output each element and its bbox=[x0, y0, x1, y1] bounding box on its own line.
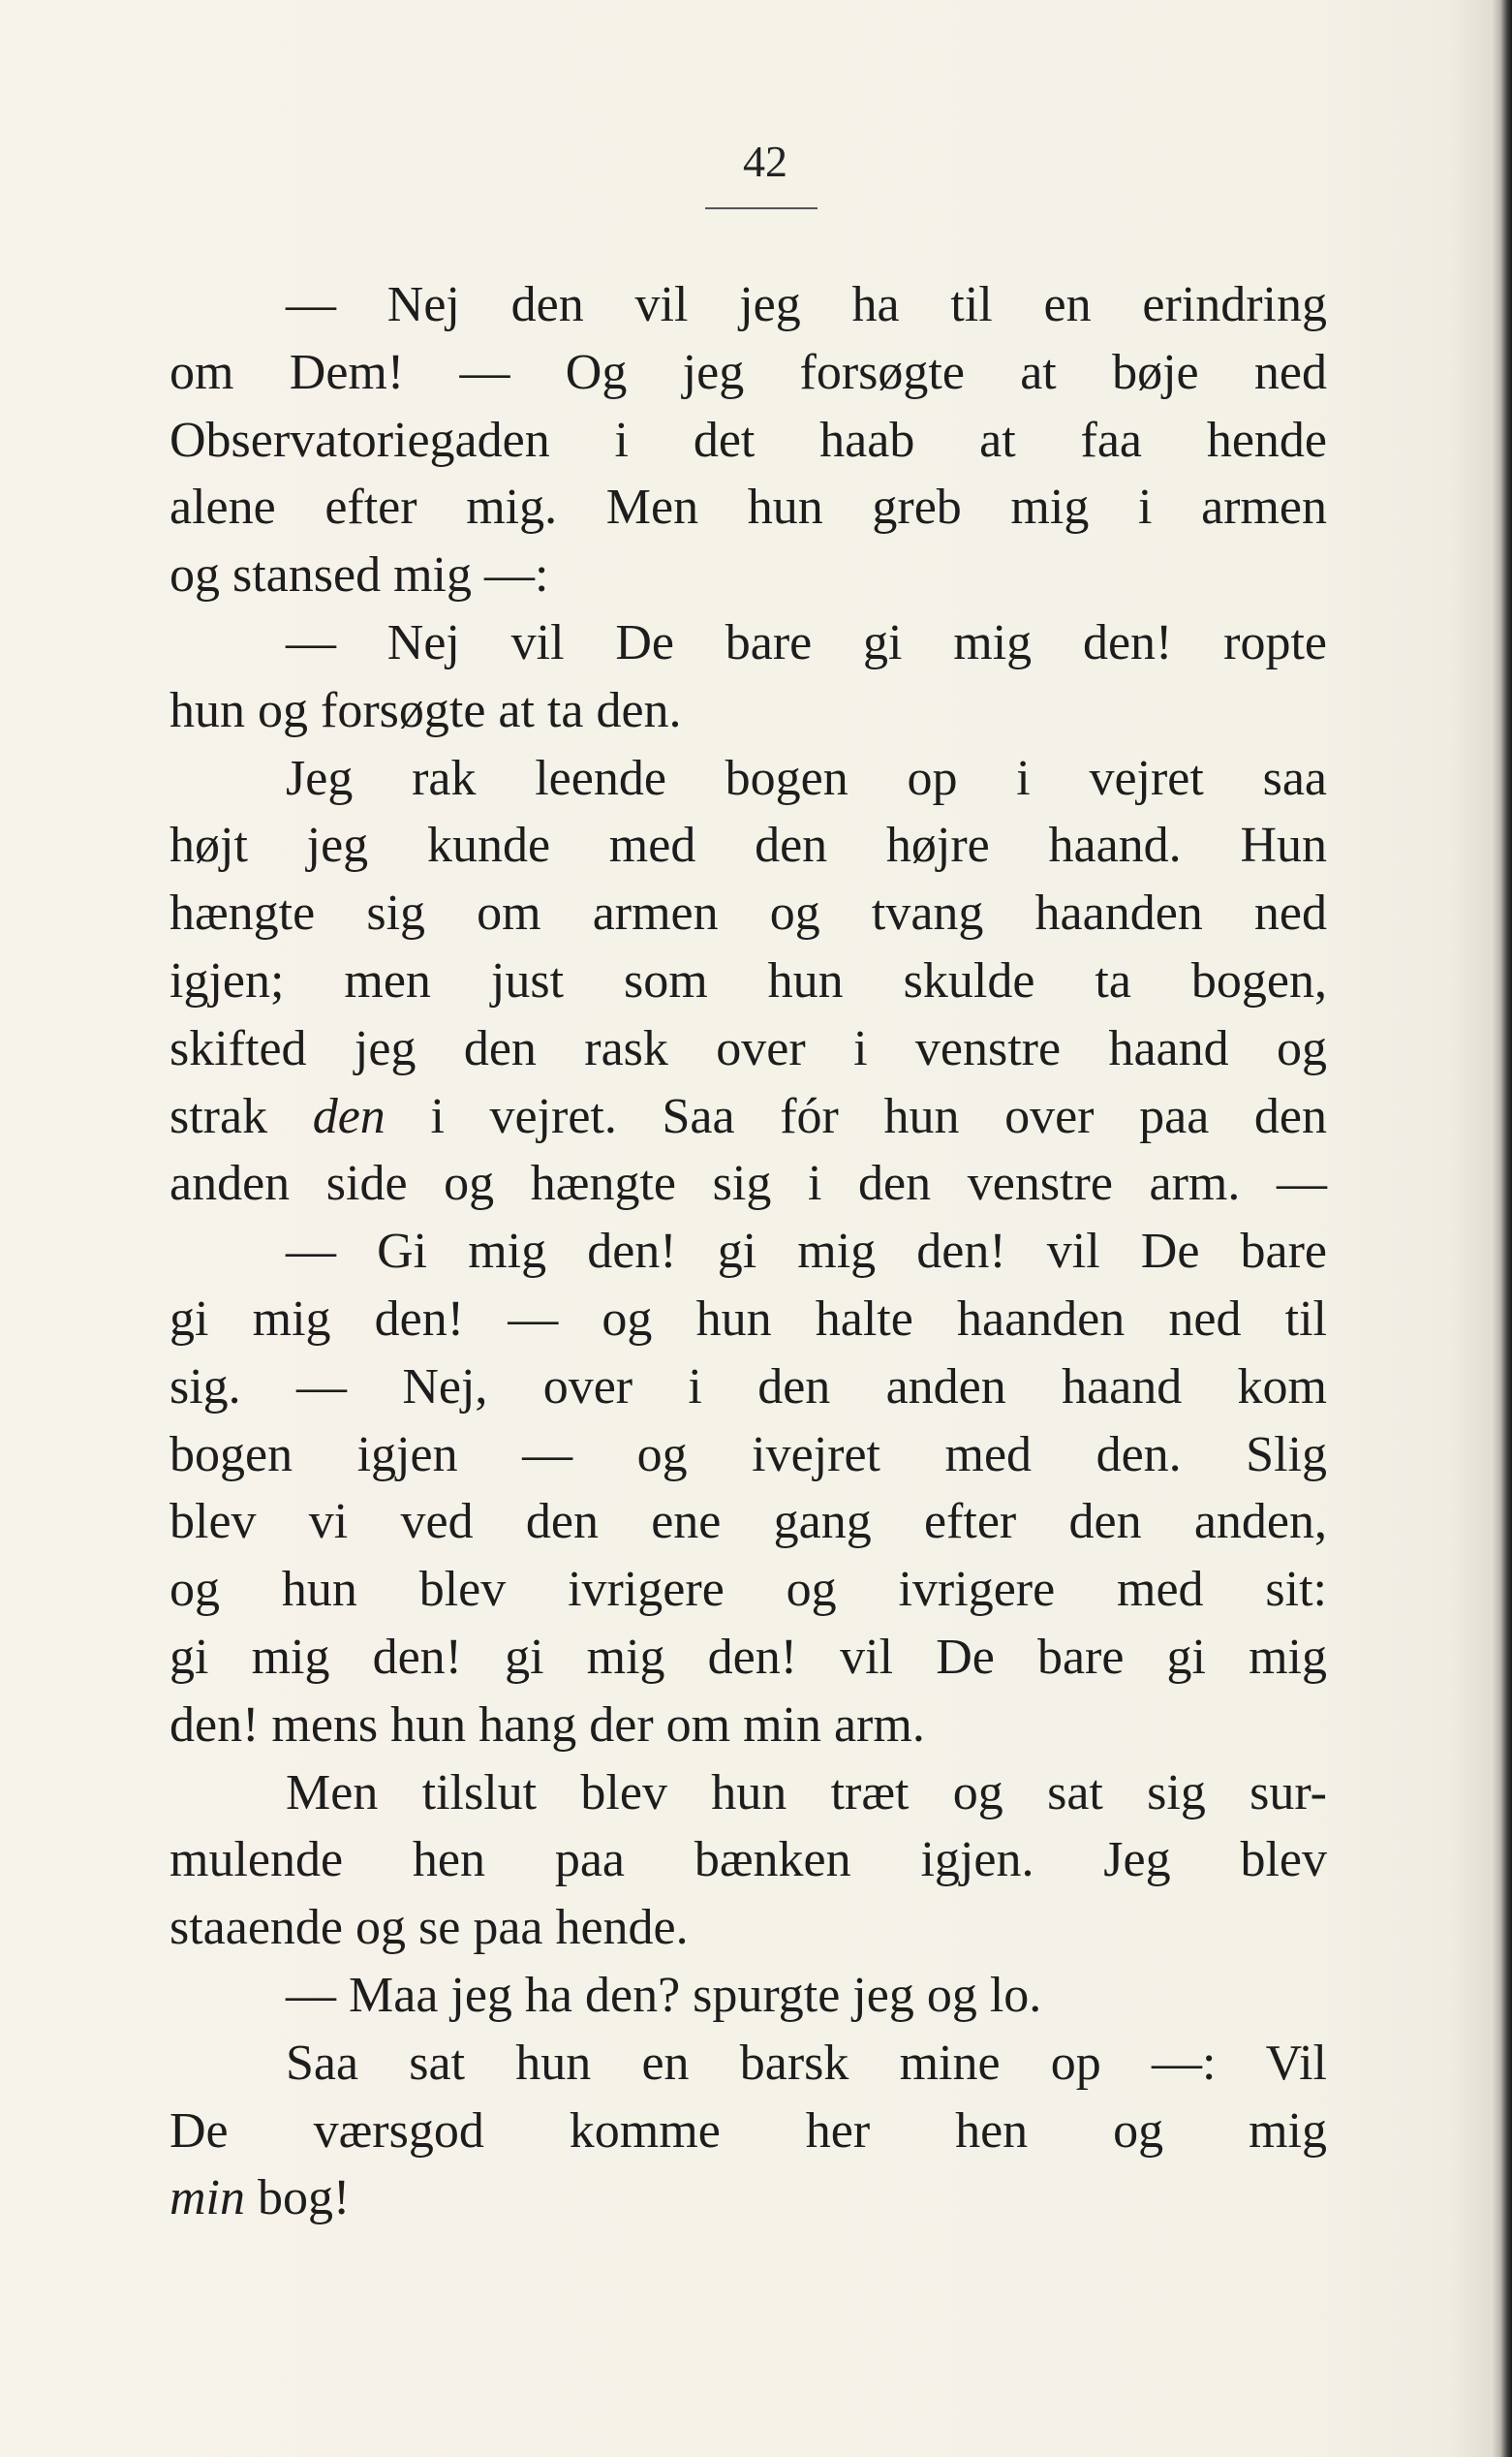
text-segment: bog! bbox=[245, 2170, 351, 2226]
text-line bbox=[170, 1083, 1327, 1151]
text-line: Men tilslut blev hun træt og sat sig sur- bbox=[286, 1764, 1327, 1820]
text-line: Saa sat hun en barsk mine op —: Vil bbox=[286, 2035, 1327, 2091]
text-line: gi mig den! — og hun halte haanden ned til bbox=[170, 1291, 1327, 1347]
body-text bbox=[170, 271, 1327, 2232]
text-line: sig. — Nej, over i den anden haand kom bbox=[170, 1358, 1327, 1415]
text-line: igjen; men just som hun skulde ta bogen, bbox=[170, 952, 1327, 1009]
text-line: hængte sig om armen og tvang haanden ned bbox=[170, 886, 1327, 942]
text-line: mulende hen paa bænken igjen. Jeg blev bbox=[170, 1832, 1327, 1888]
italic-word: min bbox=[170, 2170, 245, 2226]
page-number-rule bbox=[705, 207, 818, 209]
text-line: — Gi mig den! gi mig den! vil De bare bbox=[286, 1224, 1327, 1280]
text-line: alene efter mig. Men hun greb mig i armen bbox=[170, 480, 1327, 536]
text-line: — Nej den vil jeg ha til en erindring bbox=[286, 277, 1327, 332]
text-segment: strak bbox=[170, 1088, 313, 1144]
text-segment: i vejret. Saa fór hun over paa den bbox=[385, 1088, 1327, 1144]
text-line: den! mens hun hang der om min arm. bbox=[170, 1696, 925, 1753]
text-line: De værsgod komme her hen og mig bbox=[170, 2102, 1327, 2159]
text-line: skifted jeg den rask over i venstre haand og bbox=[170, 1020, 1327, 1076]
text-line: bogen igjen — og ivejret med den. Slig bbox=[170, 1426, 1327, 1482]
text-line: gi mig den! gi mig den! vil De bare gi mig bbox=[170, 1629, 1327, 1685]
text-line: blev vi ved den ene gang efter den anden, bbox=[170, 1494, 1327, 1550]
text-line: og hun blev ivrigere og ivrigere med sit: bbox=[170, 1562, 1327, 1618]
text-line: — Nej vil De bare gi mig den! ropte bbox=[286, 614, 1327, 670]
text-line: højt jeg kunde med den højre haand. Hun bbox=[170, 818, 1327, 874]
page-number: 42 bbox=[743, 137, 787, 186]
text-line: anden side og hængte sig i den venstre arm. — bbox=[170, 1156, 1327, 1212]
text-line: Jeg rak leende bogen op i vejret saa bbox=[286, 750, 1327, 806]
text-line: og stansed mig —: bbox=[170, 547, 549, 604]
text-line: om Dem! — Og jeg forsøgte at bøje ned bbox=[170, 344, 1327, 400]
book-spine-edge bbox=[1491, 0, 1512, 2457]
text-line: staaende og se paa hende. bbox=[170, 1900, 689, 1956]
text-line: — Maa jeg ha den? spurgte jeg og lo. bbox=[286, 1967, 1042, 2023]
italic-word: den bbox=[312, 1088, 386, 1144]
text-line: hun og forsøgte at ta den. bbox=[170, 682, 682, 738]
text-line: Observatoriegaden i det haab at faa hende bbox=[170, 412, 1327, 468]
text-line bbox=[170, 2164, 1327, 2232]
